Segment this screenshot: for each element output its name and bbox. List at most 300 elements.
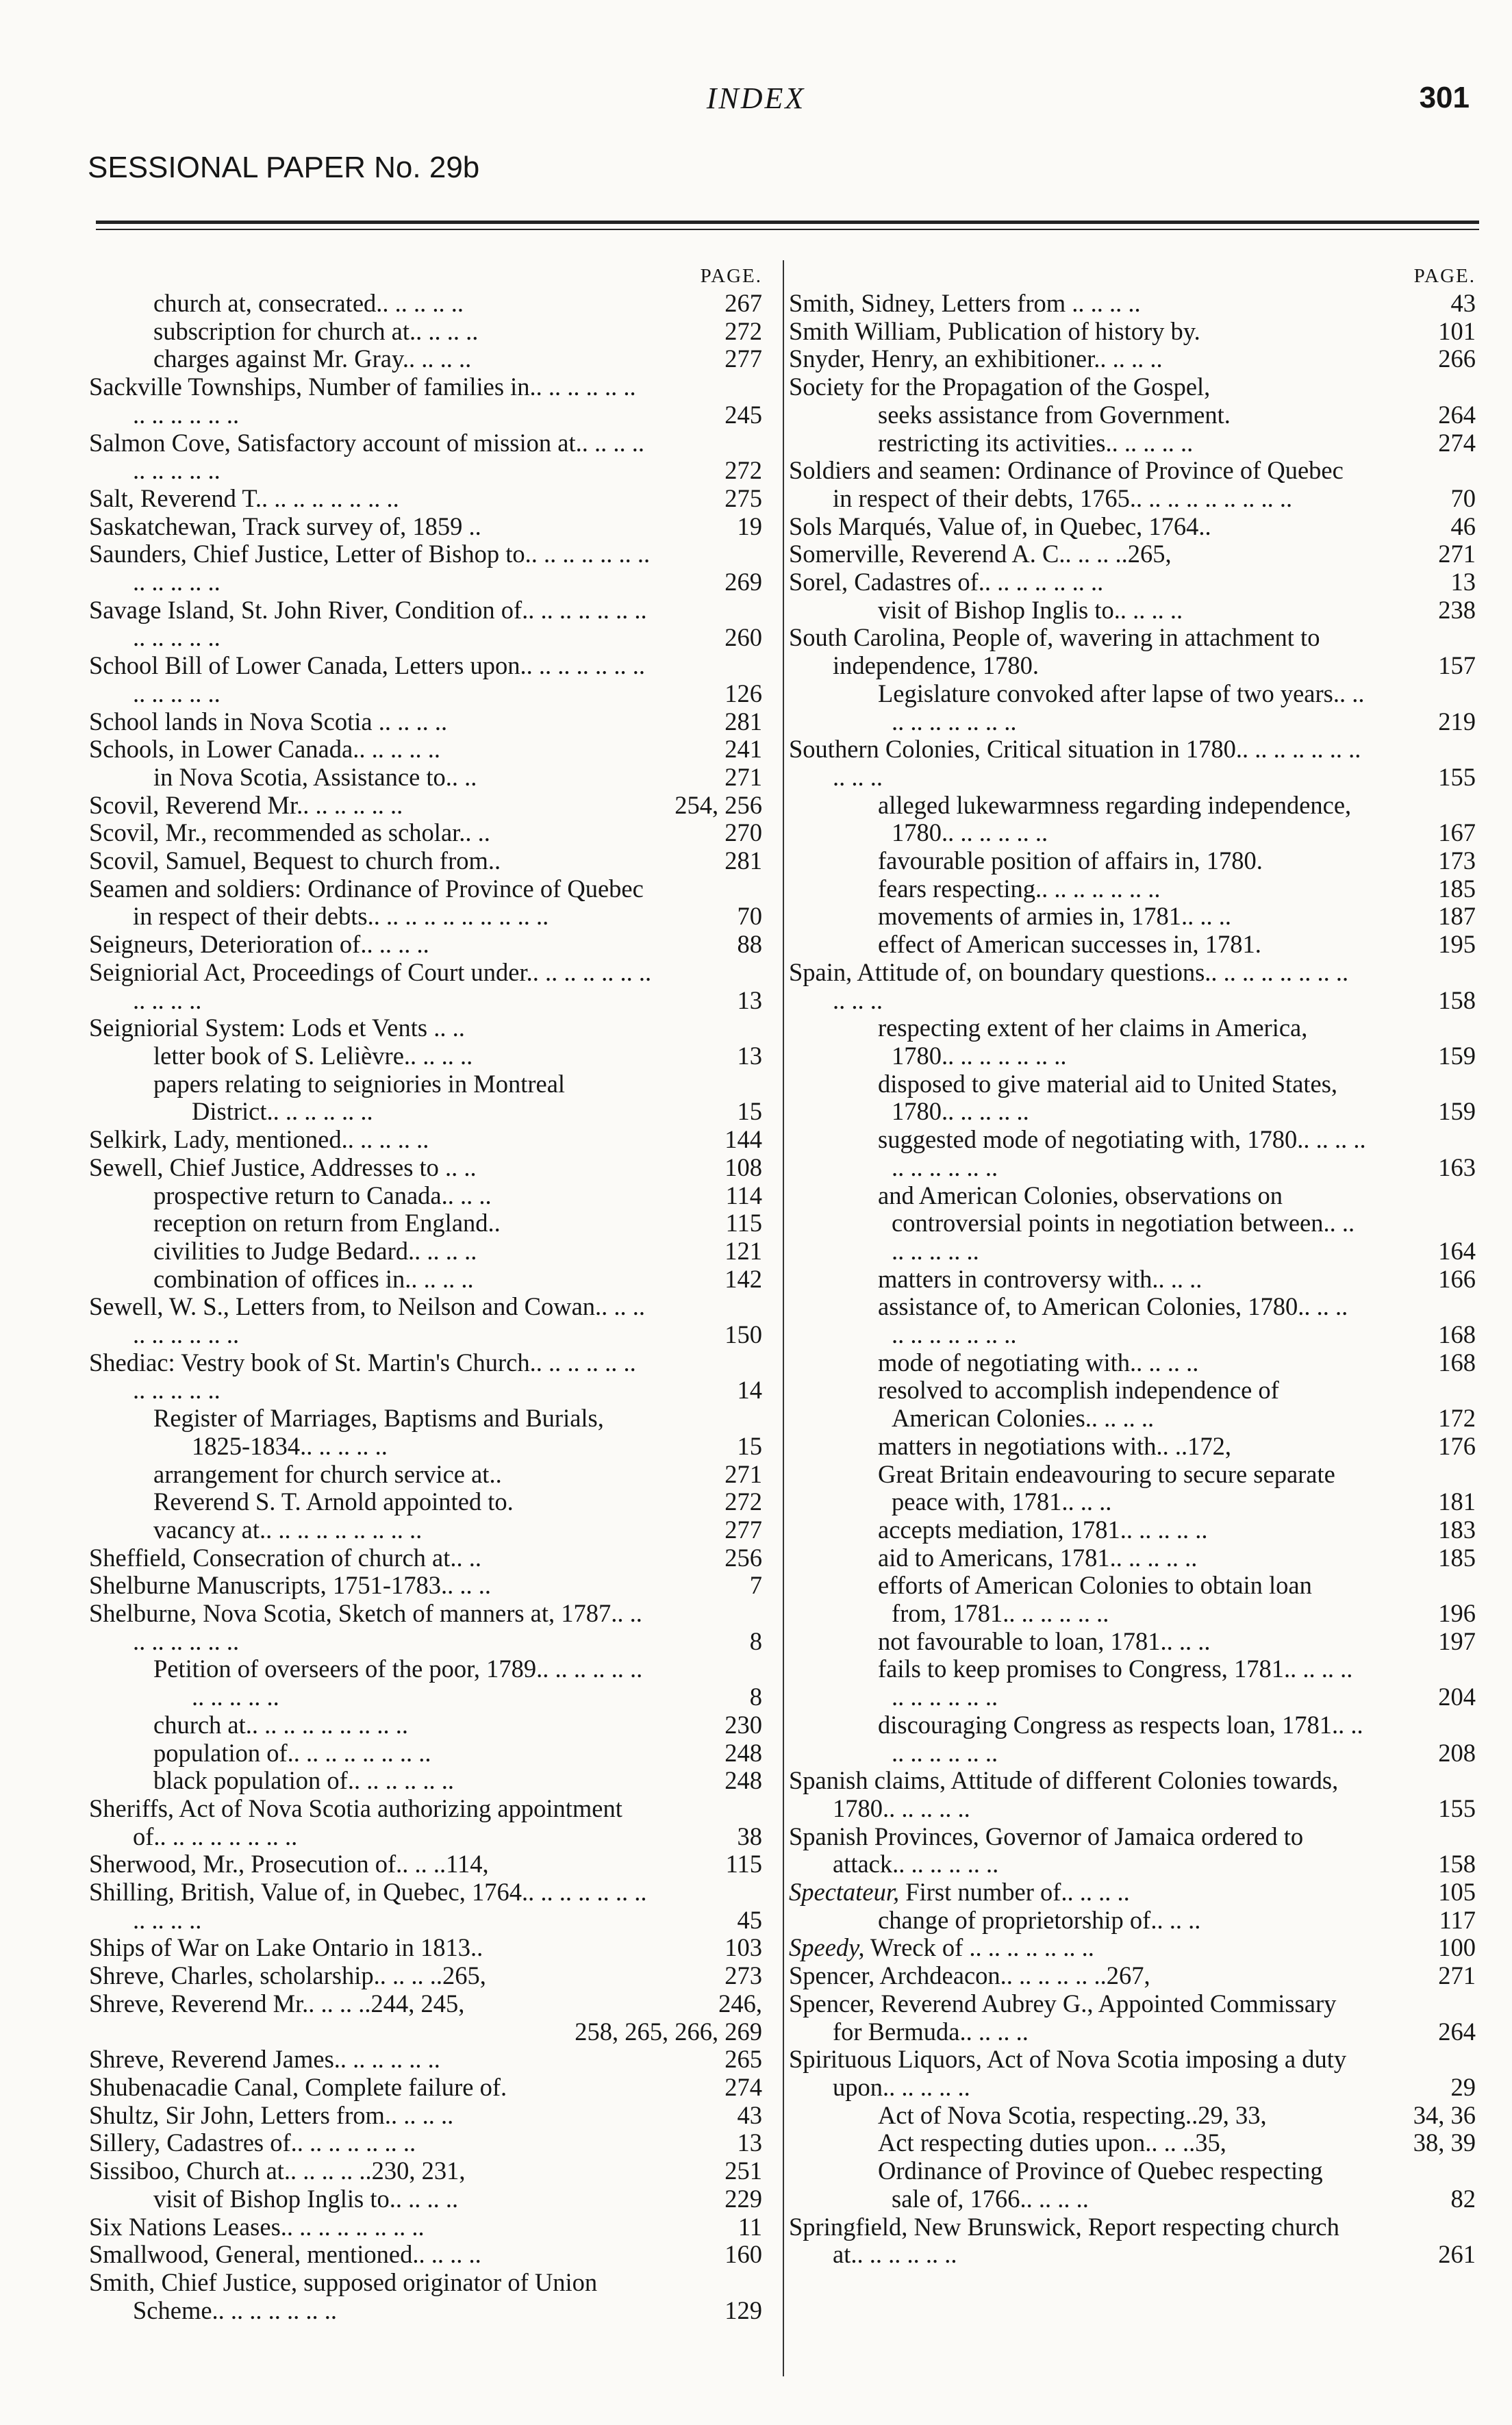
index-entry-text: effect of American successes in, 1781. xyxy=(878,930,1261,959)
index-entry-page: 13 xyxy=(737,1041,762,1070)
index-entry-list xyxy=(789,290,1476,2269)
index-entry xyxy=(89,819,762,847)
index-entry-text: Spain, Attitude of, on boundary questions.. .. .. .. .. .. .. .. .. .. .. xyxy=(789,957,1349,1014)
index-entry-page: 256 xyxy=(724,1543,762,1572)
index-entry-text: Savage Island, St. John River, Condition of.. .. .. .. .. .. .. .. .. .. .. .. xyxy=(89,595,647,652)
index-entry-page: 126 xyxy=(724,679,762,707)
index-entry xyxy=(789,1349,1476,1377)
index-entry xyxy=(789,1126,1476,1181)
index-entry-page: 45 xyxy=(737,1905,762,1934)
index-entry xyxy=(789,1711,1476,1767)
index-entry-text: Sewell, Chief Justice, Addresses to .. .. xyxy=(89,1153,477,1181)
index-entry xyxy=(89,1990,762,2018)
index-entry xyxy=(89,1266,762,1294)
index-entry xyxy=(789,1572,1476,1627)
index-entry-page: 144 xyxy=(724,1125,762,1154)
index-entry-page: 195 xyxy=(1438,930,1476,959)
index-entry-page: 38 xyxy=(737,1822,762,1850)
index-entry xyxy=(89,596,762,652)
index-entry-text: movements of armies in, 1781.. .. .. xyxy=(878,902,1231,931)
index-entry-text: arrangement for church service at.. xyxy=(153,1459,502,1488)
index-entry-text: accepts mediation, 1781.. .. .. .. .. xyxy=(878,1515,1208,1544)
page-column-header: PAGE. xyxy=(1413,265,1476,287)
index-entry-list xyxy=(89,290,762,2324)
index-entry-text: Reverend S. T. Arnold appointed to. xyxy=(153,1487,514,1516)
index-entry-page: 204 xyxy=(1438,1683,1476,1711)
index-entry-text: reception on return from England.. xyxy=(153,1209,501,1237)
index-entry xyxy=(89,1600,762,1655)
index-entry xyxy=(789,959,1476,1014)
index-entry xyxy=(789,1628,1476,1656)
index-entry xyxy=(89,736,762,764)
index-entry-page: 117 xyxy=(1439,1905,1476,1934)
index-entry xyxy=(89,318,762,346)
index-entry-text: population of.. .. .. .. .. .. .. .. xyxy=(153,1738,431,1767)
index-entry-page: 281 xyxy=(724,846,762,875)
index-entry-page: 272 xyxy=(724,456,762,485)
index-entry-text: assistance of, to American Colonies, 1780.. .. .. .. .. .. .. .. .. .. xyxy=(878,1292,1348,1349)
index-entry-text: Legislature convoked after lapse of two years.. .. .. .. .. .. .. .. .. xyxy=(878,679,1365,736)
index-entry xyxy=(89,485,762,513)
index-entry-page: 264 xyxy=(1438,2017,1476,2046)
index-entry-text: Seamen and soldiers: Ordinance of Province of Quebec in respect of their debts.. .. .. .. .. .. .. .. .. .. xyxy=(89,874,644,931)
index-entry xyxy=(89,708,762,736)
index-entry-page: 248 xyxy=(724,1766,762,1795)
index-entry-page: 70 xyxy=(737,902,762,931)
index-entry-text: Act respecting duties upon.. .. ..35, xyxy=(878,2128,1226,2157)
page-column-header: PAGE. xyxy=(700,265,762,287)
index-entry-text: seeks assistance from Government. xyxy=(878,400,1231,429)
index-entry-page: 208 xyxy=(1438,1738,1476,1767)
index-entry-page: 158 xyxy=(1438,985,1476,1014)
index-entry xyxy=(89,513,762,541)
index-entry-text: letter book of S. Lelièvre.. .. .. .. xyxy=(153,1041,473,1070)
index-entry-page: 229 xyxy=(724,2184,762,2213)
index-entry-text: Ordinance of Province of Quebec respecting sale of, 1766.. .. .. .. xyxy=(878,2157,1323,2213)
index-entry xyxy=(89,1405,762,1460)
index-entry-page: 275 xyxy=(724,483,762,512)
index-entry xyxy=(789,624,1476,679)
index-entry-text: Somerville, Reverend A. C.. .. .. ..265, xyxy=(789,540,1172,568)
index-entry-page: 197 xyxy=(1438,1626,1476,1655)
index-entry-text: not favourable to loan, 1781.. .. .. xyxy=(878,1626,1211,1655)
index-entry-text: Sorel, Cadastres of.. .. .. .. .. .. .. xyxy=(789,568,1104,596)
index-entry xyxy=(789,1516,1476,1544)
index-entry-page: 219 xyxy=(1438,707,1476,736)
index-entry-page: 173 xyxy=(1438,846,1476,875)
index-entry-page: 183 xyxy=(1438,1515,1476,1544)
index-entry xyxy=(89,1962,762,1990)
index-entry xyxy=(89,1850,762,1879)
index-entry xyxy=(89,2241,762,2269)
index-entry-text: fails to keep promises to Congress, 1781.. .. .. .. .. .. .. .. .. .. xyxy=(878,1655,1353,1711)
index-entry-text: church at, consecrated.. .. .. .. .. xyxy=(153,289,464,317)
index-entry-page: 155 xyxy=(1438,762,1476,791)
header-rule-thin xyxy=(96,229,1479,230)
index-entry-page: 181 xyxy=(1438,1487,1476,1516)
index-entry xyxy=(89,1182,762,1210)
index-entry-page: 158 xyxy=(1438,1850,1476,1879)
index-entry xyxy=(789,318,1476,346)
index-entry xyxy=(89,1544,762,1572)
index-entry-text: Salmon Cove, Satisfactory account of mission at.. .. .. .. .. .. .. .. .. xyxy=(89,428,644,485)
index-entry-page: 272 xyxy=(724,1487,762,1516)
index-entry xyxy=(789,1014,1476,1070)
index-entry-text: Schools, in Lower Canada.. .. .. .. .. xyxy=(89,735,440,764)
index-entry-page: 105 xyxy=(1438,1878,1476,1907)
index-entry-text: Scovil, Samuel, Bequest to church from.. xyxy=(89,846,501,875)
index-entry-text: Sillery, Cadastres of.. .. .. .. .. .. .. xyxy=(89,2128,416,2157)
index-entry xyxy=(89,1237,762,1266)
index-entry-page: 168 xyxy=(1438,1348,1476,1377)
index-entry-text: Shreve, Charles, scholarship.. .. .. ..265, xyxy=(89,1961,486,1990)
index-entry xyxy=(89,2185,762,2213)
index-entry xyxy=(89,1572,762,1600)
column-divider xyxy=(783,260,784,2376)
index-entry-text: Seigneurs, Deterioration of.. .. .. .. xyxy=(89,930,429,959)
index-entry xyxy=(89,1070,762,1126)
index-entry xyxy=(89,1655,762,1711)
index-entry xyxy=(89,1516,762,1544)
index-entry-text: Scovil, Mr., recommended as scholar.. .. xyxy=(89,818,490,847)
index-entry xyxy=(89,1488,762,1516)
index-entry-page: 13 xyxy=(737,2128,762,2157)
index-entry xyxy=(89,847,762,875)
index-entry xyxy=(89,1795,762,1850)
index-entry-page: 168 xyxy=(1438,1320,1476,1349)
index-entry-page: 245 xyxy=(724,400,762,429)
header-rule-thick xyxy=(96,221,1479,224)
index-entry-page: 38, 39 xyxy=(1413,2128,1476,2157)
index-entry-page: 129 xyxy=(724,2296,762,2324)
index-entry-page: 265 xyxy=(724,2045,762,2074)
index-entry xyxy=(789,1879,1476,1907)
index-entry xyxy=(89,792,762,820)
index-entry-text: restricting its activities.. .. .. .. .. xyxy=(878,428,1194,457)
index-entry xyxy=(789,568,1476,596)
index-entry-page: 241 xyxy=(724,735,762,764)
index-entry xyxy=(789,1962,1476,1990)
index-entry-text: vacancy at.. .. .. .. .. .. .. .. .. xyxy=(153,1515,423,1544)
index-entry-page: 43 xyxy=(737,2100,762,2129)
index-entry-text: church at.. .. .. .. .. .. .. .. .. xyxy=(153,1710,409,1739)
index-entry xyxy=(789,401,1476,429)
index-entry xyxy=(789,1544,1476,1572)
index-entry xyxy=(789,429,1476,457)
index-entry-text: Shilling, British, Value of, in Quebec, 1764.. .. .. .. .. .. .. .. .. .. .. xyxy=(89,1878,647,1934)
index-entry-page: 164 xyxy=(1438,1236,1476,1265)
index-entry-text: Sewell, W. S., Letters from, to Neilson and Cowan.. .. .. .. .. .. .. .. .. xyxy=(89,1292,646,1349)
index-entry-text: Selkirk, Lady, mentioned.. .. .. .. .. xyxy=(89,1125,429,1154)
index-entry-text: Sherwood, Mr., Prosecution of.. .. ..114, xyxy=(89,1850,489,1879)
index-entry xyxy=(789,931,1476,959)
index-entry-page: 196 xyxy=(1438,1599,1476,1628)
index-entry xyxy=(89,2074,762,2102)
index-entry xyxy=(789,2129,1476,2157)
index-entry-text: Spanish claims, Attitude of different Colonies towards, 1780.. .. .. .. .. xyxy=(789,1766,1339,1822)
index-entry xyxy=(89,1209,762,1237)
index-entry-text: suggested mode of negotiating with, 1780.. .. .. .. .. .. .. .. .. .. xyxy=(878,1125,1366,1181)
index-entry-text: disposed to give material aid to United States, 1780.. .. .. .. .. xyxy=(878,1069,1338,1126)
index-entry-text: Shultz, Sir John, Letters from.. .. .. .. xyxy=(89,2100,454,2129)
index-entry xyxy=(89,1293,762,1348)
index-entry-text: Smith, Sidney, Letters from .. .. .. .. xyxy=(789,289,1141,317)
index-entry-page: 172 xyxy=(1438,1404,1476,1433)
index-entry-text: Springfield, New Brunswick, Report respecting church at.. .. .. .. .. .. xyxy=(789,2212,1339,2269)
index-entry-text: matters in controversy with.. .. .. xyxy=(878,1264,1202,1293)
index-entry-page: 238 xyxy=(1438,595,1476,624)
index-entry-page: 166 xyxy=(1438,1264,1476,1293)
index-entry-page: 261 xyxy=(1438,2240,1476,2269)
index-entry xyxy=(789,1461,1476,1516)
index-entry xyxy=(789,1767,1476,1822)
index-entry-text: visit of Bishop Inglis to.. .. .. .. xyxy=(878,595,1183,624)
index-entry-text: Shubenacadie Canal, Complete failure of. xyxy=(89,2073,507,2101)
index-entry-text: Sissiboo, Church at.. .. .. .. ..230, 231, xyxy=(89,2157,466,2185)
page-number: 301 xyxy=(1419,81,1470,114)
index-entry-page: 185 xyxy=(1438,874,1476,903)
index-entry-text: and American Colonies, observations on controversial points in negotiation between.. .. .. .. .. .. .. xyxy=(878,1181,1355,1265)
index-entry-page: 160 xyxy=(724,2240,762,2269)
index-entry xyxy=(789,1934,1476,1962)
index-entry xyxy=(789,513,1476,541)
index-entry xyxy=(789,736,1476,791)
index-entry-text: Spirituous Liquors, Act of Nova Scotia imposing a duty upon.. .. .. .. .. xyxy=(789,2045,1347,2101)
index-entry-text: Register of Marriages, Baptisms and Burials, 1825-1834.. .. .. .. .. xyxy=(153,1404,604,1460)
index-entry-page: 88 xyxy=(737,930,762,959)
index-entry xyxy=(89,373,762,429)
index-entry xyxy=(89,2157,762,2185)
index-entry xyxy=(789,457,1476,512)
index-entry-text: favourable position of affairs in, 1780. xyxy=(878,846,1263,875)
index-entry-text: Petition of overseers of the poor, 1789.. .. .. .. .. .. .. .. .. .. .. xyxy=(153,1655,643,1711)
index-entry xyxy=(89,2269,762,2324)
index-entry-text: mode of negotiating with.. .. .. .. xyxy=(878,1348,1199,1377)
index-entry xyxy=(89,345,762,373)
index-entry-page: 260 xyxy=(724,623,762,652)
index-entry-page: 157 xyxy=(1438,651,1476,680)
index-entry-text: papers relating to seigniories in Montreal District.. .. .. .. .. .. xyxy=(153,1069,566,1126)
index-entry xyxy=(789,1823,1476,1879)
index-entry-page: 272 xyxy=(724,316,762,345)
index-entry-page: 82 xyxy=(1450,2184,1476,2213)
index-entry xyxy=(89,1349,762,1405)
index-entry-text: Southern Colonies, Critical situation in 1780.. .. .. .. .. .. .. .. .. .. xyxy=(789,735,1361,791)
index-entry xyxy=(89,875,762,931)
index-entry-page: 11 xyxy=(738,2212,762,2241)
index-entry-page: 19 xyxy=(737,512,762,540)
index-entry xyxy=(89,1767,762,1795)
index-entry-page: 271 xyxy=(724,1459,762,1488)
index-entry xyxy=(89,1461,762,1489)
index-entry xyxy=(89,1042,762,1070)
index-entry-page: 43 xyxy=(1450,289,1476,317)
index-entry-page: 101 xyxy=(1438,316,1476,345)
index-entry-page: 251 xyxy=(724,2157,762,2185)
index-entry-page: 142 xyxy=(724,1264,762,1293)
index-entry-page: 46 xyxy=(1450,512,1476,540)
index-entry-page: 277 xyxy=(724,1515,762,1544)
index-entry-text: Shreve, Reverend James.. .. .. .. .. .. xyxy=(89,2045,440,2074)
index-entry-page: 115 xyxy=(725,1850,762,1879)
index-entry-text: Scovil, Reverend Mr.. .. .. .. .. .. xyxy=(89,790,403,819)
index-entry xyxy=(789,2213,1476,2269)
index-entry xyxy=(789,875,1476,903)
index-entry-page: 29 xyxy=(1450,2073,1476,2101)
index-entry xyxy=(89,1014,762,1042)
index-entry xyxy=(789,1655,1476,1711)
index-entry-text: Spencer, Archdeacon.. .. .. .. .. ..267, xyxy=(789,1961,1150,1990)
index-entry-page: 15 xyxy=(737,1097,762,1126)
index-entry-text: Spanish Provinces, Governor of Jamaica ordered to attack.. .. .. .. .. .. xyxy=(789,1822,1304,1879)
index-entry-page: 108 xyxy=(724,1153,762,1181)
index-entry-text: Act of Nova Scotia, respecting..29, 33, xyxy=(878,2100,1267,2129)
index-entry-text: Shelburne Manuscripts, 1751-1783.. .. .. xyxy=(89,1571,491,1600)
index-entry-page: 270 xyxy=(724,818,762,847)
index-entry-text: efforts of American Colonies to obtain loan from, 1781.. .. .. .. .. .. xyxy=(878,1571,1312,1628)
index-entry-text: alleged lukewarmness regarding independence, 1780.. .. .. .. .. .. xyxy=(878,790,1352,847)
index-entry xyxy=(89,931,762,959)
index-entry xyxy=(89,1739,762,1768)
index-entry-text: fears respecting.. .. .. .. .. .. .. xyxy=(878,874,1161,903)
index-entry-page: 155 xyxy=(1438,1794,1476,1822)
index-entry xyxy=(789,1266,1476,1294)
index-entry-page: 246, xyxy=(718,1989,762,2018)
index-entry-text: South Carolina, People of, wavering in attachment to independence, 1780. xyxy=(789,623,1320,680)
index-entry xyxy=(89,1154,762,1182)
index-entry xyxy=(789,290,1476,318)
index-entry-page: 103 xyxy=(724,1933,762,1962)
index-entry-text: Spectateur, First number of.. .. .. .. xyxy=(789,1878,1130,1907)
index-entry-text: subscription for church at.. .. .. .. xyxy=(153,316,479,345)
index-entry-page: 271 xyxy=(724,762,762,791)
index-entry-text: Shreve, Reverend Mr.. .. .. ..244, 245, xyxy=(89,1989,465,2018)
index-entry xyxy=(789,1293,1476,1348)
index-entry-text: Salt, Reverend T.. .. .. .. .. .. .. .. xyxy=(89,483,399,512)
index-entry-page: 8 xyxy=(749,1683,762,1711)
index-entry-text: Smallwood, General, mentioned.. .. .. .. xyxy=(89,2240,481,2269)
index-entry xyxy=(89,540,762,596)
index-entry-page: 248 xyxy=(724,1738,762,1767)
index-entry xyxy=(89,764,762,792)
index-entry xyxy=(789,680,1476,736)
index-entry xyxy=(789,1182,1476,1266)
index-entry-text: visit of Bishop Inglis to.. .. .. .. xyxy=(153,2184,459,2213)
index-entry-text: combination of offices in.. .. .. .. xyxy=(153,1264,474,1293)
index-entry-continuation: 258, 265, 266, 269 xyxy=(575,2017,762,2046)
index-entry-text: prospective return to Canada.. .. .. xyxy=(153,1181,492,1209)
index-entry xyxy=(89,1934,762,1962)
index-entry-text: matters in negotiations with.. ..172, xyxy=(878,1431,1232,1460)
index-entry-page: 277 xyxy=(724,344,762,373)
index-entry-text: Saunders, Chief Justice, Letter of Bishop to.. .. .. .. .. .. .. .. .. .. .. .. xyxy=(89,540,651,596)
index-entry-page: 266 xyxy=(1438,344,1476,373)
index-entry xyxy=(89,429,762,485)
index-entry xyxy=(89,2213,762,2241)
index-entry-page: 70 xyxy=(1450,483,1476,512)
index-entry-text: respecting extent of her claims in America, 1780.. .. .. .. .. .. .. xyxy=(878,1014,1308,1070)
index-entry-page: 159 xyxy=(1438,1097,1476,1126)
sessional-paper-label: SESSIONAL PAPER No. 29b xyxy=(88,151,480,184)
index-entry-text: civilities to Judge Bedard.. .. .. .. xyxy=(153,1236,477,1265)
index-entry-page: 15 xyxy=(737,1431,762,1460)
index-entry-page: 159 xyxy=(1438,1041,1476,1070)
index-entry xyxy=(89,1879,762,1934)
index-entry-page: 273 xyxy=(724,1961,762,1990)
index-entry-page: 269 xyxy=(724,568,762,596)
index-entry-page: 100 xyxy=(1438,1933,1476,1962)
index-column-right xyxy=(789,262,1476,2269)
running-head-title: INDEX xyxy=(706,81,806,115)
index-entry-text: Soldiers and seamen: Ordinance of Province of Quebec in respect of their debts, 1765.. .. .. .. .. .. .. .. .. xyxy=(789,456,1344,512)
index-entry xyxy=(89,1126,762,1154)
index-entry-text: Six Nations Leases.. .. .. .. .. .. .. .. xyxy=(89,2212,425,2241)
index-entry-page: 163 xyxy=(1438,1153,1476,1181)
index-entry xyxy=(789,2157,1476,2213)
index-entry-page: 7 xyxy=(749,1571,762,1600)
index-entry-page: 254, 256 xyxy=(675,790,762,819)
index-entry xyxy=(789,1990,1476,2046)
index-entry-page: 267 xyxy=(724,289,762,317)
index-entry xyxy=(89,2102,762,2130)
index-entry-page: 167 xyxy=(1438,818,1476,847)
index-entry-page: 274 xyxy=(1438,428,1476,457)
index-entry xyxy=(89,1711,762,1739)
index-entry xyxy=(89,959,762,1014)
index-entry-text: in Nova Scotia, Assistance to.. .. xyxy=(153,762,477,791)
index-entry xyxy=(789,2046,1476,2101)
index-entry-page: 185 xyxy=(1438,1543,1476,1572)
index-entry-page: 271 xyxy=(1438,1961,1476,1990)
index-entry xyxy=(89,290,762,318)
index-entry-page: 13 xyxy=(737,985,762,1014)
index-entry-text: Sheriffs, Act of Nova Scotia authorizing appointment of.. .. .. .. .. .. .. .. xyxy=(89,1794,622,1850)
index-entry-page: 14 xyxy=(737,1376,762,1405)
index-entry xyxy=(789,1907,1476,1935)
index-entry-text: Smith, Chief Justice, supposed originator of Union Scheme.. .. .. .. .. .. .. xyxy=(89,2267,598,2324)
index-entry xyxy=(789,792,1476,847)
index-entry xyxy=(789,373,1476,401)
index-entry-page: 187 xyxy=(1438,902,1476,931)
index-entry xyxy=(789,1377,1476,1432)
index-entry xyxy=(89,652,762,707)
index-entry-text: Sackville Townships, Number of families in.. .. .. .. .. .. .. .. .. .. .. .. xyxy=(89,373,636,429)
index-entry-text: discouraging Congress as respects loan, 1781.. .. .. .. .. .. .. .. xyxy=(878,1710,1363,1767)
index-entry-text: black population of.. .. .. .. .. .. xyxy=(153,1766,454,1795)
index-entry-page: 274 xyxy=(724,2073,762,2101)
index-entry xyxy=(89,2046,762,2074)
index-entry-page: 264 xyxy=(1438,400,1476,429)
index-entry-page: 271 xyxy=(1438,540,1476,568)
index-entry-page: 150 xyxy=(724,1320,762,1349)
index-entry-text: charges against Mr. Gray.. .. .. .. xyxy=(153,344,472,373)
index-entry-text: Society for the Propagation of the Gospel, xyxy=(789,373,1211,401)
index-entry-page: 34, 36 xyxy=(1413,2100,1476,2129)
index-column-left xyxy=(89,262,762,2324)
index-entry xyxy=(789,345,1476,373)
index-entry xyxy=(89,2129,762,2157)
index-entry xyxy=(789,2102,1476,2130)
index-entry-page: 115 xyxy=(725,1209,762,1237)
index-entry xyxy=(789,847,1476,875)
index-entry-page: 114 xyxy=(725,1181,762,1209)
index-entry-page: 121 xyxy=(724,1236,762,1265)
index-entry-text: change of proprietorship of.. .. .. xyxy=(878,1905,1201,1934)
index-entry-page: 13 xyxy=(1450,568,1476,596)
index-entry-page: 8 xyxy=(749,1626,762,1655)
index-entry-text: Speedy, Wreck of .. .. .. .. .. .. .. xyxy=(789,1933,1094,1962)
index-entry-text: resolved to accomplish independence of American Colonies.. .. .. .. xyxy=(878,1376,1279,1433)
